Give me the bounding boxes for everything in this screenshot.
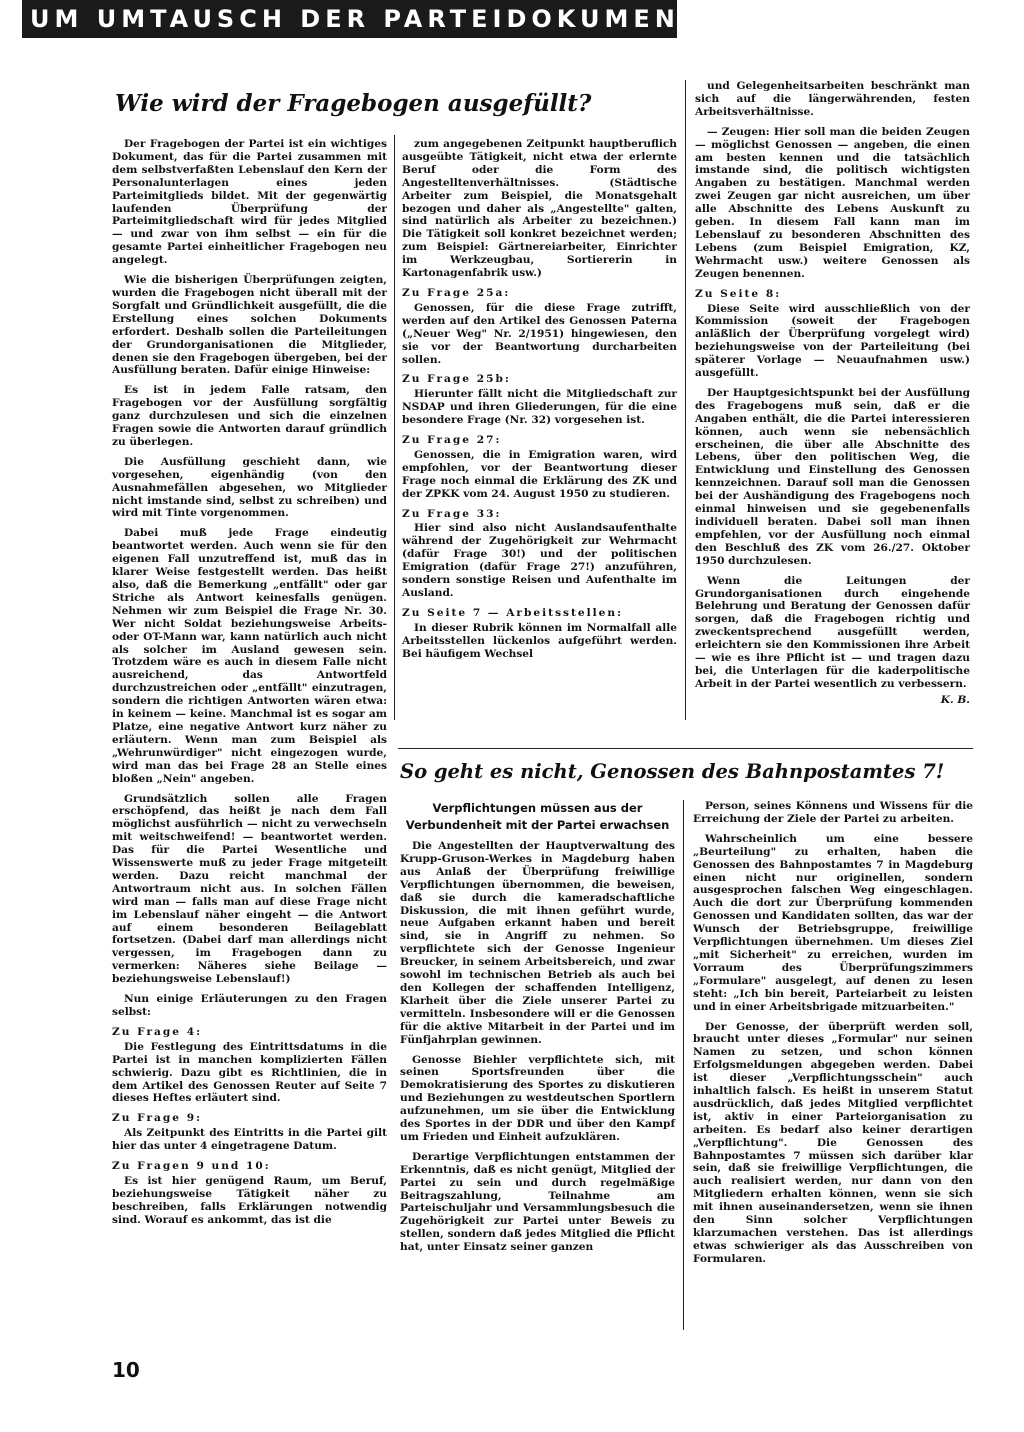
paragraph: Hierunter fällt nicht die Mitgliedschaft zur NSDAP und ihren Gliederungen, für die eine besondere Frage (Nr. 32) vorgesehen ist. — [402, 388, 677, 427]
section-label: Zu Fragen 9 und 10: — [112, 1160, 271, 1173]
section-label: Zu Frage 25a: — [402, 286, 511, 299]
section-label: Zu Frage 4: — [112, 1025, 203, 1038]
paragraph: Wahrscheinlich um eine bessere „Beurteilung" zu erhalten, haben die Genossen des Bahnpostamtes 7 in Magdeburg einen nicht nur originellen, sondern ausgesprochen falschen Weg eingeschlagen. Auch die dort zur Überprüfung kommenden Genossen und Kandidaten sollten, das war der Wunsch der Betriebsgruppe, freiwillige Verpflichtungen übernehmen. Um dieses Ziel „mit Sicherheit" zu erreichen, wurden im Vorraum des Überprüfungszimmers „Formulare" ausgelegt, auf denen zu lesen steht: „Ich bin bereit, Parteiarbeit zu leisten und in einer Arbeitsbrigade mitzuarbeiten." — [693, 832, 973, 1013]
article1-column-2 — [402, 138, 677, 668]
article2-column-1 — [400, 840, 675, 1261]
paragraph: Die Ausfüllung geschieht dann, wie vorgesehen, eigenhändig (von den Ausnahmefällen abgesehen, wo Mitglieder nicht imstande sind, selbst zu schreiben) und wird mit Tinte vorgenommen. — [112, 455, 387, 520]
article-separator — [398, 748, 973, 749]
column-divider — [685, 80, 686, 720]
paragraph: In dieser Rubrik können im Normalfall alle Arbeitsstellen lückenlos aufgeführt werden. Bei häufigem Wechsel — [402, 621, 677, 660]
section-label: Zu Frage 9: — [112, 1112, 203, 1125]
paragraph: zum angegebenen Zeitpunkt hauptberuflich ausgeübte Tätigkeit, nicht etwa der erlernte Beruf oder die Form des Angestelltenverhältnisses. (Städtische Arbeiter zum Beispiel, die Monatsgehalt bezogen und daher als „Angestellte" galten, sind natürlich als Arbeiter zu bezeichnen.) Die Tätigkeit soll konkret bezeichnet werden; zum Beispiel: Gärtnereiarbeiter, Einrichter im Werkzeugbau, Sortiererin in Kartonagenfabrik usw.) — [402, 138, 677, 280]
paragraph: Der Genosse, der überprüft werden soll, braucht unter dieses „Formular" nur seinen Namen zu setzen, und schon können Erfolgsmeldungen abgegeben werden. Dabei ist dieser „Verpflichtungsschein" auch inhaltlich falsch. Es heißt in unserem Statut ausdrücklich, daß jedes Mitglied verpflichtet ist, aktiv in einer Parteiorganisation zu arbeiten. Es bedarf also keiner derartigen „Verpflichtung". Die Genossen des Bahnpostamtes 7 müssen sich darüber klar sein, daß sie freiwillige Verpflichtungen, die auch realisiert werden, nur dann von den Mitgliedern erhalten können, wenn sie sich mit ihnen auseinandersetzen, wenn sie ihnen den Sinn solcher Verpflichtungen klarzumachen verstehen. Das ist allerdings etwas schwieriger als das Ausschreiben von Formularen. — [693, 1020, 973, 1265]
paragraph: Diese Seite wird ausschließlich von der Kommission (soweit der Fragebogen anläßlich der Überprüfung vorgelegt wird) beziehungsweise von der Parteileitung (bei späterer Vorlage — Neuaufnahmen usw.) ausgefüllt. — [695, 302, 970, 380]
paragraph: Genossen, die in Emigration waren, wird empfohlen, vor der Beantwortung dieser Frage noch einmal die Erklärung des ZK und der ZPKK vom 24. August 1950 zu studieren. — [402, 448, 677, 500]
page-number: 10 — [112, 1358, 140, 1382]
paragraph: — Zeugen: Hier soll man die beiden Zeugen — möglichst Genossen — angeben, die einen am besten kennen und die tatsächlich imstande sind, die politisch wichtigsten Angaben zu bestätigen. Manchmal werden zwei Zeugen gar nicht ausreichen, um über alle Abschnitte des Lebens Auskunft zu geben. In diesem Fall kann man im Lebenslauf zu besonderen Abschnitten des Lebens (zum Beispiel Emigration, KZ, Wehrmacht usw.) weitere Genossen als Zeugen benennen. — [695, 125, 970, 280]
paragraph: Die Angestellten der Hauptverwaltung des Krupp-Gruson-Werkes in Magdeburg haben aus Anlaß der Überprüfung freiwillige Verpflichtungen übernommen, die beweisen, daß sie durch die kameradschaftliche Diskussion, die mit ihnen geführt wurde, neue Aufgaben erkannt haben und bereit sind, sie in Angriff zu nehmen. So verpflichtete sich der Genosse Ingenieur Breucker, in seinem Arbeitsbereich, und zwar sowohl im technischen Betrieb als auch bei den Kollegen der schaffenden Intelligenz, Klarheit über die Ziele unserer Partei zu vermitteln. Insbesondere will er die Genossen für die aktive Mitarbeit in der Partei und im Fünfjahrplan gewinnen. — [400, 840, 675, 1046]
section-label: Zu Seite 8: — [695, 287, 782, 300]
paragraph: Dabei muß jede Frage eindeutig beantwortet werden. Auch wenn sie für den eigenen Fall unzutreffend ist, muß das in klarer Weise festgestellt werden. Das heißt also, daß die Bemerkung „entfällt" oder gar Striche als Antwort keinesfalls genügen. Nehmen wir zum Beispiel die Frage Nr. 30. Wer nicht Soldat beziehungsweise Arbeits- oder OT-Mann war, kann natürlich auch nicht als solcher im Ausland gewesen sein. Trotzdem wäre es auch in diesem Falle nicht ausreichend, das Antwortfeld durchzustreichen oder „entfällt" einzutragen, sondern die richtigen Antworten wären etwa: in keinem — keine. Manchmal ist es sogar am Platze, eine negative Antwort kurz näher zu erläutern. Wenn man zum Beispiel als „Wehrunwürdiger" nicht eingezogen wurde, wird man das bei Frage 28 an Stelle eines bloßen „Nein" angeben. — [112, 527, 387, 785]
paragraph: Hier sind also nicht Auslandsaufenthalte während der Zugehörigkeit zur Wehrmacht (dafür Frage 30!) und der politischen Emigration (dafür Frage 27!) anzuführen, sondern sonstige Reisen und Aufenthalte im Ausland. — [402, 522, 677, 599]
article1-title: Wie wird der Fragebogen ausgefüllt? — [115, 90, 592, 117]
section-label: Zu Frage 27: — [402, 434, 502, 447]
paragraph: und Gelegenheitsarbeiten beschränkt man sich auf die längerwährenden, festen Arbeitsverhältnisse. — [695, 80, 970, 118]
paragraph: Die Festlegung des Eintrittsdatums in die Partei ist in manchen komplizierten Fällen schwierig. Dazu gibt es Richtlinien, die in dem Artikel des Genossen Reuter auf Seite 7 dieses Heftes erläutert sind. — [112, 1040, 387, 1105]
section-label: Zu Frage 33: — [402, 507, 502, 520]
paragraph: Es ist in jedem Falle ratsam, den Fragebogen vor der Ausfüllung sorgfältig ganz durchzulesen und sich die einzelnen Fragen sowie die Antworten darauf gründlich zu überlegen. — [112, 384, 387, 448]
article1-column-3 — [695, 80, 970, 714]
paragraph: Genosse Biehler verpflichtete sich, mit seinen Sportsfreunden über die Demokratisierung des Sportes zu diskutieren und Beziehungen zu westdeutschen Sportlern aufzunehmen, um sie über die Entwicklung des Sportes in der DDR und über den Kampf um Frieden und Einheit aufzuklären. — [400, 1053, 675, 1143]
paragraph: Es ist hier genügend Raum, um Beruf, beziehungsweise Tätigkeit näher zu beschreiben, falls Erklärungen notwendig sind. Worauf es ankommt, das ist die — [112, 1174, 387, 1226]
column-divider — [683, 800, 684, 1330]
paragraph: Der Hauptgesichtspunkt bei der Ausfüllung des Fragebogens muß sein, daß er die Angaben enthält, die die Partei interessieren können, auch wenn sie nebensächlich erscheinen, die über alle Abschnitte des Lebens, über den politischen Weg, die Entwicklung und Einstellung des Genossen kennzeichnen. Darauf soll man die Genossen bei der Aushändigung des Fragebogens noch einmal hinweisen und sie gegebenenfalls individuell beraten. Dabei soll man ihnen empfehlen, vor der Ausfüllung noch einmal den Beschluß des ZK vom 26./27. Oktober 1950 durchzulesen. — [695, 386, 970, 567]
article2-title: So geht es nicht, Genossen des Bahnpostamtes 7! — [400, 760, 945, 783]
paragraph: Nun einige Erläuterungen zu den Fragen selbst: — [112, 993, 387, 1018]
article2-column-2 — [693, 800, 973, 1273]
section-label: Zu Seite 7 — Arbeitsstellen: — [402, 606, 624, 619]
paragraph: Grundsätzlich sollen alle Fragen erschöpfend, das heißt je nach dem Fall möglichst ausführlich — nicht zu verwechseln mit weitschweifend! — beantwortet werden. Das für die Partei Wesentliche und Wissenswerte muß zu jeder Frage mitgeteilt werden. Dazu reicht manchmal der Antwortraum nicht aus. In solchen Fällen wird man — falls man auf diese Frage nicht im Lebenslauf näher eingeht — die Antwort auf einem besonderen Beilageblatt fortsetzen. (Dabei darf man allerdings nicht vergessen, im Fragebogen dann zu vermerken: Näheres siehe Beilage — beziehungsweise Lebenslauf!) — [112, 792, 387, 986]
article2-subheading: Verpflichtungen müssen aus der Verbundenheit mit der Partei erwachsen — [405, 801, 670, 832]
section-label: Zu Frage 25b: — [402, 373, 511, 386]
column-divider — [394, 135, 395, 720]
paragraph: Derartige Verpflichtungen entstammen der Erkenntnis, daß es nicht genügt, Mitglied der Partei zu sein und durch regelmäßige Beitragszahlung, Teilnahme am Parteischuljahr und Versammlungsbesuch die Zugehörigkeit zur Partei unter Beweis zu stellen, sondern daß jedes Mitglied die Pflicht hat, unter Einsatz seiner ganzen — [400, 1150, 675, 1254]
paragraph: Genossen, für die diese Frage zutrifft, werden auf den Artikel des Genossen Paterna („Neuer Weg" Nr. 2/1951) hingewiesen, den sie vor der Beantwortung durcharbeiten sollen. — [402, 301, 677, 366]
author-signature: K. B. — [940, 693, 970, 706]
paragraph: Wie die bisherigen Überprüfungen zeigten, wurden die Fragebogen nicht überall mit der Sorgfalt und Gründlichkeit ausgefüllt, die die Erstellung eines solchen Dokuments erfordert. Deshalb sollen die Parteileitungen der Grundorganisationen die Mitglieder, denen sie den Fragebogen übergeben, bei der Ausfüllung beraten. Dafür einige Hinweise: — [112, 274, 387, 377]
paragraph: Der Fragebogen der Partei ist ein wichtiges Dokument, das für die Partei zusammen mit dem selbstverfaßten Lebenslauf den Kern der Personalunterlagen eines jeden Parteimitglieds bildet. Mit der gegenwärtig laufenden Überprüfung der Parteimitgliedschaft wird für jedes Mitglied — und zwar von ihm selbst — ein für die gesamte Partei einheitlicher Fragebogen neu angelegt. — [112, 138, 387, 267]
paragraph: Wenn die Leitungen der Grundorganisationen durch eingehende Belehrung und Beratung der Genossen dafür sorgen, daß die Fragebogen richtig und zweckentsprechend ausgefüllt werden, erleichtern sie den Kommissionen ihre Arbeit — wie es ihre Pflicht ist — und tragen dazu bei, die Unterlagen für die kaderpolitische Arbeit in der Partei wesentlich zu verbessern. — [695, 574, 970, 690]
section-banner: UM UMTAUSCH DER PARTEIDOKUMENTE — [22, 0, 677, 38]
paragraph: Als Zeitpunkt des Eintritts in die Partei gilt hier das unter 4 eingetragene Datum. — [112, 1127, 387, 1153]
paragraph: Person, seines Könnens und Wissens für die Erreichung der Ziele der Partei zu arbeiten. — [693, 800, 973, 825]
article1-column-1 — [112, 138, 387, 1234]
